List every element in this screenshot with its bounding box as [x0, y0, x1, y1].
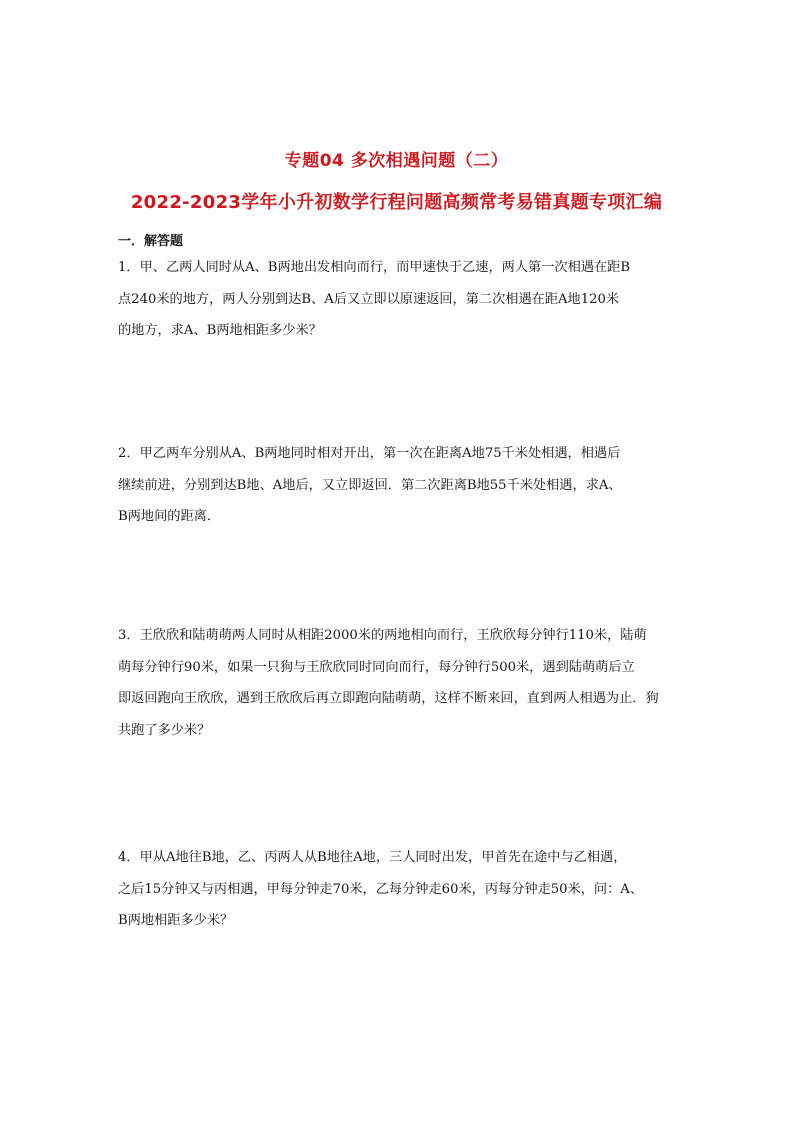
question-line: 点240米的地方，两人分别到达B、A后又立即以原速返回，第二次相遇在距A地120米 — [118, 291, 620, 307]
document-title: 专题04 多次相遇问题（二） — [284, 151, 509, 171]
question-2 — [118, 438, 678, 533]
question-line: B两地相距多少米？ — [118, 913, 234, 928]
question-line: 之后15分钟又与丙相遇，甲每分钟走70米，乙每分钟走60米，丙每分钟走50米，问：A、 — [118, 881, 644, 897]
question-4 — [118, 842, 678, 937]
question-3 — [118, 620, 678, 746]
question-line: 继续前进，分别到达B地、A地后，又立即返回．第二次距离B地55千米处相遇，求A、 — [118, 477, 622, 493]
question-line: 4．甲从A地往B地，乙、丙两人从B地往A地，三人同时出发，甲首先在途中与乙相遇， — [118, 850, 627, 865]
question-line: 即返回跑向王欣欣，遇到王欣欣后再立即跑向陆萌萌，这样不断来回，直到两人相遇为止．狗 — [118, 691, 659, 706]
section-heading: 一．解答题 — [118, 234, 184, 249]
question-line: 3．王欣欣和陆萌萌两人同时从相距2000米的两地相向而行，王欣欣每分钟行110米，陆萌 — [118, 628, 647, 643]
question-line: 2．甲乙两车分别从A、B两地同时相对开出，第一次在距离A地75千米处相遇，相遇后 — [118, 446, 621, 461]
question-line: 共跑了多少米？ — [118, 722, 211, 738]
question-line: B两地间的距离． — [118, 509, 221, 524]
question-line: 萌每分钟行90米，如果一只狗与王欣欣同时同向而行，每分钟行500米，遇到陆萌萌后立 — [118, 659, 635, 675]
question-line: 的地方，求A、B两地相距多少米？ — [118, 323, 322, 338]
document-subtitle: 2022-2023学年小升初数学行程问题高频常考易错真题专项汇编 — [130, 192, 663, 213]
question-1 — [118, 252, 678, 347]
question-line: 1．甲、乙两人同时从A、B两地出发相向而行，而甲速快于乙速，两人第一次相遇在距B — [118, 260, 631, 275]
